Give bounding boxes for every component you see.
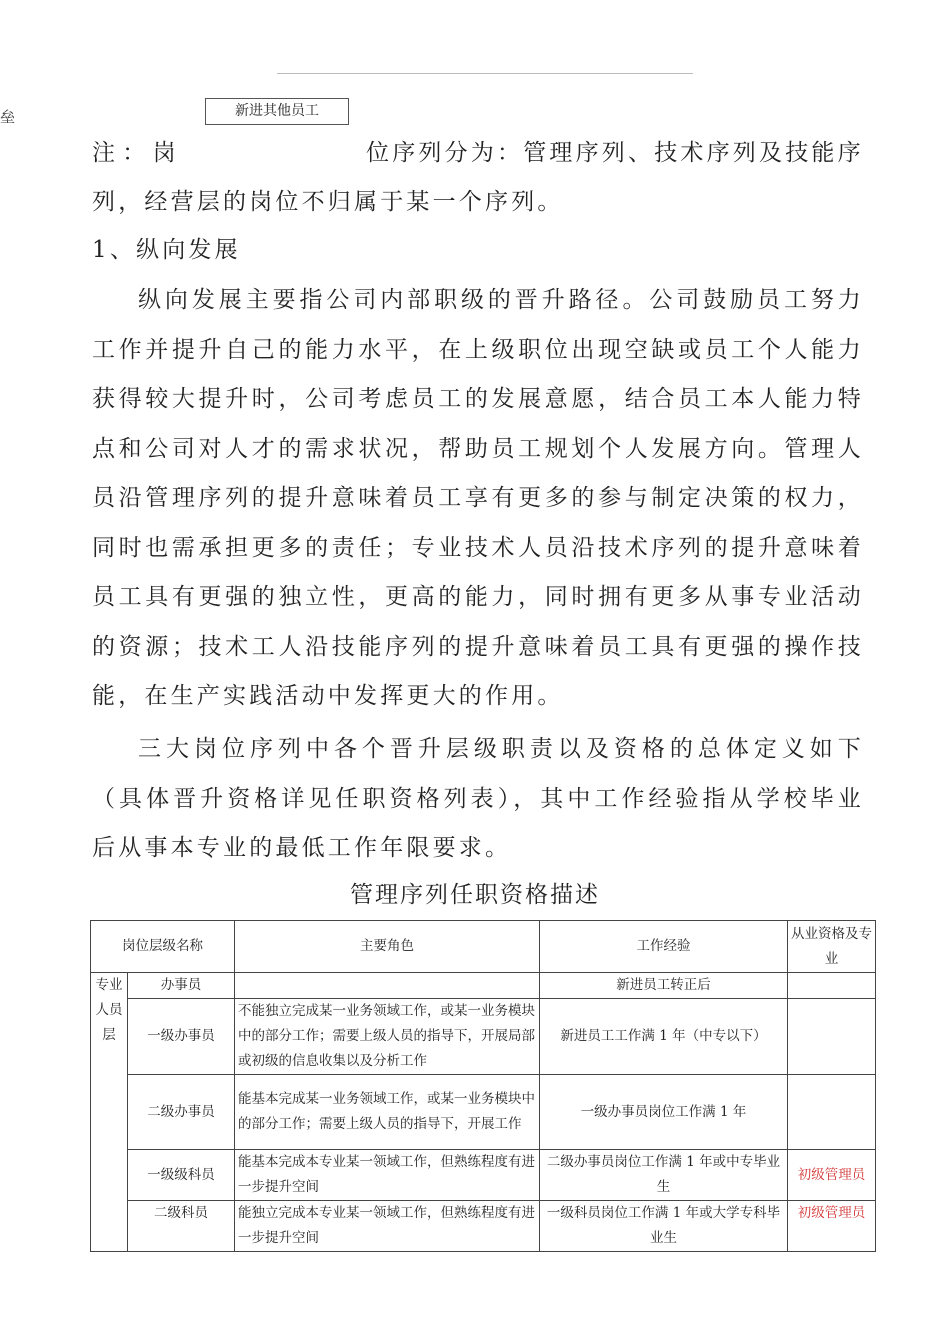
note-prefix: 注 ： 岗 (92, 140, 176, 166)
level-name: 二级科员 (128, 1201, 235, 1252)
table-row (91, 973, 876, 999)
header-qualification: 从业资格及专业 (788, 921, 876, 973)
experience-cell: 一级办事员岗位工作满 1 年 (540, 1075, 788, 1150)
qualification-cell: 初级管理员 (788, 1201, 876, 1252)
level-name: 二级办事员 (128, 1075, 235, 1150)
table-row (91, 999, 876, 1075)
header-rule (277, 73, 693, 74)
role-cell (235, 973, 540, 999)
role-cell: 能独立完成本专业某一领域工作，但熟练程度有进一步提升空间 (235, 1201, 540, 1252)
qualification-cell (788, 973, 876, 999)
qualification-cell: 初级管理员 (788, 1150, 876, 1201)
paragraph-vertical-development: 纵向发展主要指公司内部职级的晋升路径。公司鼓励员工努力工作并提升自己的能力水平，在上级职位出现空缺或员工个人能力获得较大提升时，公司考虑员工的发展意愿，结合员工本人能力特点和公司对人才的需求状况，帮助员工规划个人发展方向。管理人员沿管理序列的提升意味着员工享有更多的参与制定决策的权力，同时也需承担更多的责任；专业技术人员沿技术序列的提升意味着员工具有更强的独立性，更高的能力，同时拥有更多从事专业活动的资源；技术工人沿技能序列的提升意味着员工具有更强的操作技能，在生产实践活动中发挥更大的作用。 (92, 287, 864, 709)
note-line-2: 列，经营层的岗位不归属于某一个序列。 (92, 189, 564, 215)
qualification-cell (788, 999, 876, 1075)
edge-mark: 垒 (0, 108, 16, 126)
role-cell: 能基本完成某一业务领域工作，或某一业务模块中的部分工作；需要上级人员的指导下，开展工作 (235, 1075, 540, 1150)
section-heading: 1、纵向发展 (92, 237, 241, 263)
experience-cell: 新进员工工作满 1 年（中专以下） (540, 999, 788, 1075)
experience-cell: 新进员工转正后 (540, 973, 788, 999)
paragraph-sequence-definition: 三大岗位序列中各个晋升层级职责以及资格的总体定义如下（具体晋升资格详见任职资格列表），其中工作经验指从学校毕业后从事本专业的最低工作年限要求。 (92, 736, 864, 861)
group-label: 专业人员层 (91, 973, 128, 1252)
table-header-row (91, 921, 876, 973)
level-name: 办事员 (128, 973, 235, 999)
management-sequence-table (90, 920, 876, 1252)
table-row (91, 1201, 876, 1252)
header-level: 岗位层级名称 (91, 921, 235, 973)
experience-cell: 二级办事员岗位工作满 1 年或中专毕业生 (540, 1150, 788, 1201)
role-cell: 不能独立完成某一业务领域工作，或某一业务模块中的部分工作；需要上级人员的指导下，开展局部或初级的信息收集以及分析工作 (235, 999, 540, 1075)
experience-cell: 一级科员岗位工作满 1 年或大学专科毕业生 (540, 1201, 788, 1252)
level-name: 一级办事员 (128, 999, 235, 1075)
table-row (91, 1150, 876, 1201)
header-experience: 工作经验 (540, 921, 788, 973)
new-staff-box: 新进其他员工 (205, 98, 349, 125)
role-cell: 能基本完成本专业某一领域工作，但熟练程度有进一步提升空间 (235, 1150, 540, 1201)
table-title: 管理序列任职资格描述 (350, 882, 600, 908)
qualification-cell (788, 1075, 876, 1150)
level-name: 一级级科员 (128, 1150, 235, 1201)
note-text: 位序列分为：管理序列、技术序列及技能序 (366, 140, 864, 166)
table-row (91, 1075, 876, 1150)
header-role: 主要角色 (235, 921, 540, 973)
